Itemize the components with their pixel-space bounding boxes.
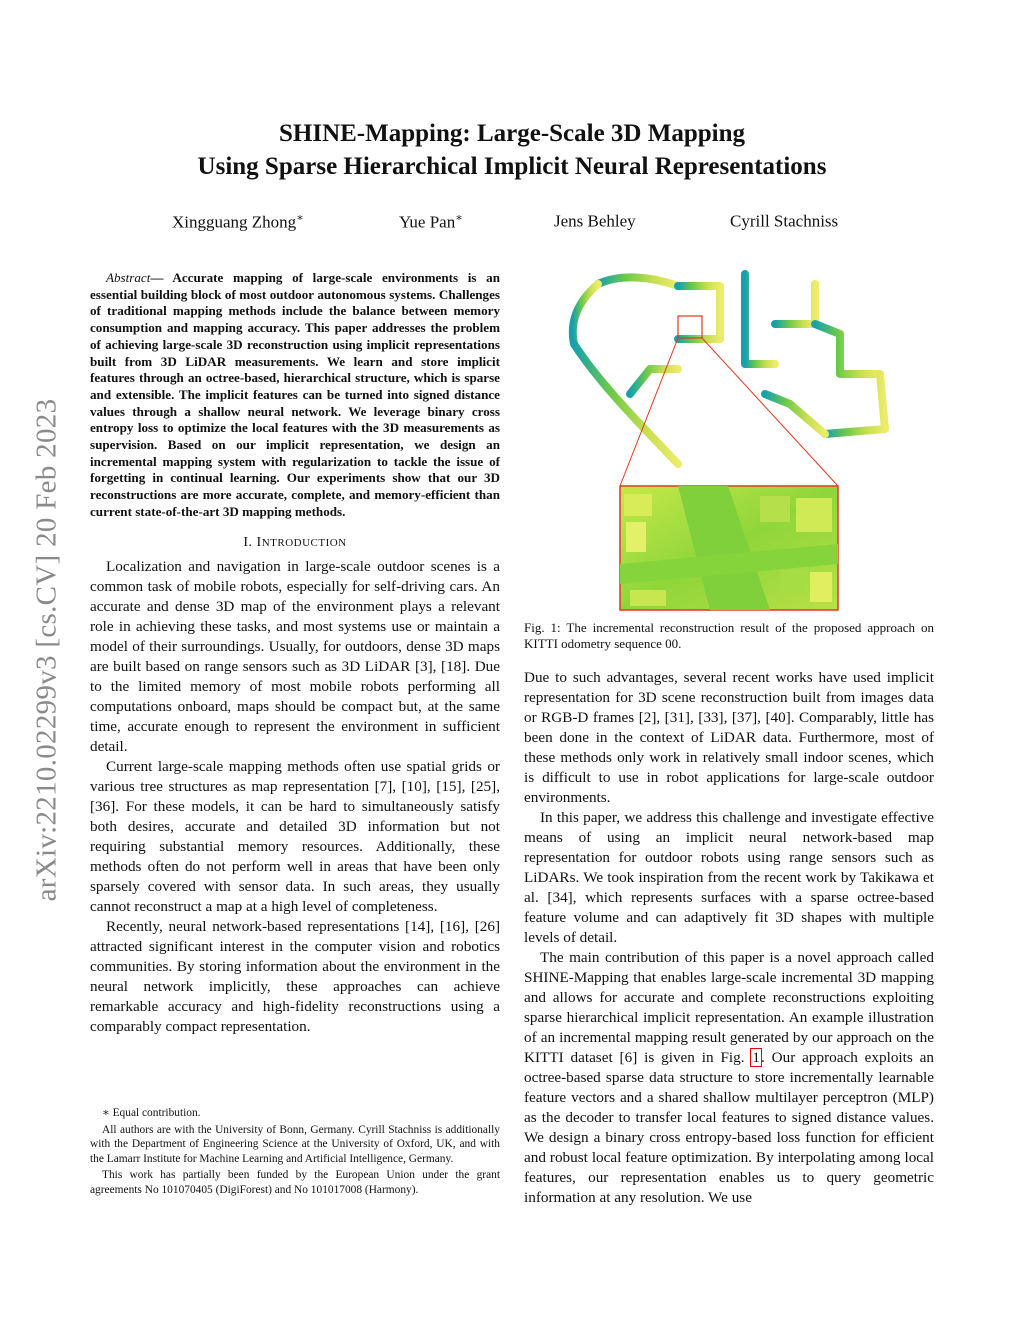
map-road-network bbox=[573, 274, 885, 464]
left-column bbox=[90, 270, 500, 1037]
right-column bbox=[524, 668, 934, 1208]
title-line-2: Using Sparse Hierarchical Implicit Neural Representations bbox=[197, 153, 827, 180]
map-reconstruction-image bbox=[560, 264, 920, 614]
abstract bbox=[90, 270, 500, 521]
section-heading-introduction: I. INTRODUCTION bbox=[243, 534, 347, 550]
paragraph: Recently, neural network-based representations [14], [16], [26] attracted significant interest in the computer vision and robotics communities. By storing information about the environment in the neural network implicitly, these approaches can achieve remarkable accuracy and high-fidelity reconstructions using a comparably compact representation. bbox=[90, 917, 500, 1035]
author-2: Yue Pan∗ bbox=[399, 212, 463, 232]
figure-caption: Fig. 1: The incremental reconstruction result of the proposed approach on KITTI odometry sequence 00. bbox=[524, 620, 934, 651]
author-3: Jens Behley bbox=[554, 211, 636, 231]
footnote: All authors are with the University of Bonn, Germany. Cyrill Stachniss is additionally with the Department of Engineering Science at the University of Oxford, UK, and with the Lamarr Institute for Machine Learning and Artificial Intelligence, Germany. bbox=[90, 1123, 500, 1165]
paper-title bbox=[0, 117, 1024, 183]
footnote: This work has partially been funded by the European Union under the grant agreements No 101070405 (DigiForest) and No 101017008 (Harmony). bbox=[90, 1169, 500, 1196]
paragraph: In this paper, we address this challenge and investigate effective means of using an implicit neural network-based map representation for outdoor robots using range sensors such as LiDARs. We took inspiration from the recent work by Takikawa et al. [34], which represents surfaces with a sparse octree-based feature volume and can adaptively fit 3D shapes with multiple levels of detail. bbox=[524, 809, 934, 946]
figure-1 bbox=[560, 264, 920, 614]
author-4: Cyrill Stachniss bbox=[730, 211, 839, 231]
footnotes bbox=[90, 1106, 500, 1199]
author-1: Xingguang Zhong∗ bbox=[172, 212, 304, 232]
abstract-label: Abstract bbox=[106, 270, 151, 285]
zoomed-detail-image bbox=[620, 486, 838, 610]
paragraph: Current large-scale mapping methods often use spatial grids or various tree structures as map representation [7], [10], [15], [25], [36]. For these models, it can be hard to simultaneously satisfy both desires, accurate and detailed 3D information but not requiring substantial memory resources. Additionally, these methods often do not perform well in areas that have been only sparsely covered with sensor data. In such areas, they usually cannot reconstruct a map at a high level of completeness. bbox=[90, 757, 500, 915]
figure-reference-link[interactable]: 1 bbox=[752, 1049, 760, 1066]
footnote: ∗ Equal contribution. bbox=[102, 1107, 201, 1119]
paragraph: Localization and navigation in large-scale outdoor scenes is a common task of mobile robots, especially for self-driving cars. An accurate and dense 3D map of the environment plays a relevant role in achieving these tasks, and most systems use or maintain a model of their surroundings. Usually, for outdoors, dense 3D maps are built based on range sensors such as 3D LiDAR [3], [18]. Due to the limited memory of most mobile robots performing all computations onboard, maps should be compact but, at the same time, accurate enough to represent the environment in sufficient detail. bbox=[90, 557, 500, 755]
paragraph-contribution: The main contribution of this paper is a novel approach called SHINE-Mapping that enables large-scale incremental 3D mapping and allows for accurate and complete reconstructions exploiting sparse hierarchical implicit representation. An example illustration of an incremental mapping result generated by our approach on the KITTI dataset [6] is given in Fig. 1. Our approach exploits an octree-based sparse data structure to store incrementally learnable feature vectors and a shared shallow multilayer perceptron (MLP) as the decoder to transfer local features to signed distance values. We design a binary cross entropy-based loss function for efficient and robust local feature optimization. By interpolating among local features, our representation enables us to query geometric information at any resolution. We use bbox=[524, 949, 934, 1206]
paragraph: Due to such advantages, several recent works have used implicit representation for 3D scene reconstruction built from images data or RGB-D frames [2], [31], [33], [37], [40]. Comparably, little has been done in the context of LiDAR data. Furthermore, most of these methods only work in relatively small indoor scenes, which is difficult to use in robot applications for large-scale outdoor environments. bbox=[524, 669, 934, 806]
title-line-1: SHINE-Mapping: Large-Scale 3D Mapping bbox=[278, 120, 745, 147]
abstract-text: — Accurate mapping of large-scale environments is an essential building block of most outdoor autonomous systems. Challenges of traditional mapping methods include the balance between memory consumption and mapping accuracy. This paper addresses the problem of achieving large-scale 3D reconstruction using implicit representations built from 3D LiDAR measurements. We learn and store implicit features through an octree-based, hierarchical structure, which is sparse and extensible. The implicit features can be turned into signed distance values through a shallow neural network. We leverage binary cross entropy loss to optimize the local features with the 3D measurements as supervision. Based on our implicit representation, we design an incremental mapping system with regularization to tackle the issue of forgetting in continual learning. Our experiments show that our 3D reconstructions are more accurate, complete, and memory-efficient than current state-of-the-art 3D mapping methods. bbox=[90, 270, 500, 519]
arxiv-stamp: arXiv:2210.02299v3 [cs.CV] 20 Feb 2023 bbox=[30, 398, 63, 902]
